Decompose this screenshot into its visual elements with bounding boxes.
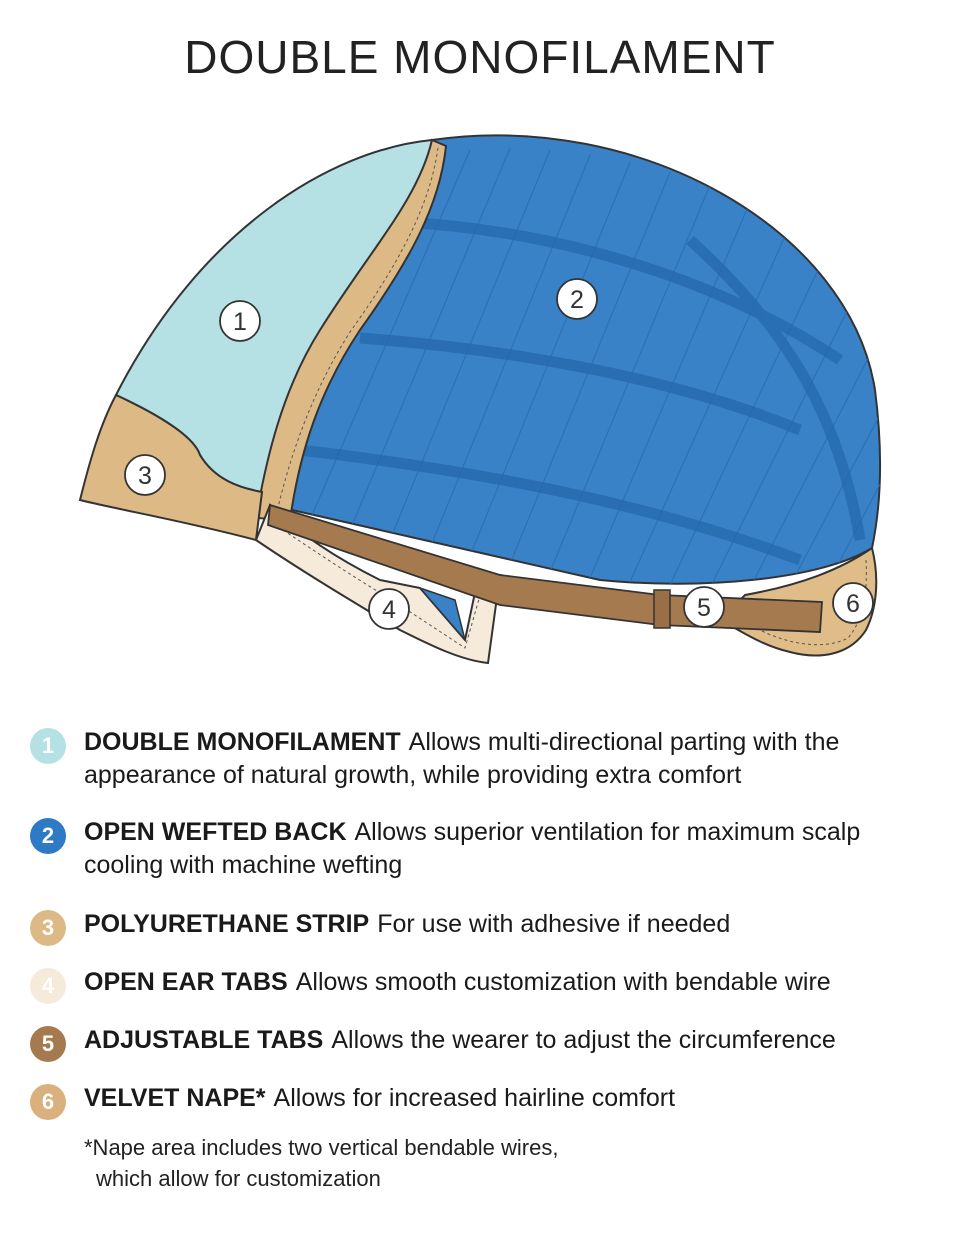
wig-cap-diagram — [0, 110, 960, 680]
svg-text:2: 2 — [570, 286, 584, 314]
footnote-line-1: *Nape area includes two vertical bendable wires, — [84, 1135, 559, 1160]
feature-name: OPEN EAR TABS — [84, 968, 288, 996]
legend-badge: 2 — [30, 818, 66, 854]
feature-description: Allows superior ventilation for maximum scalp cooling with machine wefting — [84, 818, 861, 879]
callout-6 — [833, 583, 873, 623]
svg-text:6: 6 — [846, 590, 860, 618]
legend-badge: 3 — [30, 910, 66, 946]
feature-description: Allows the wearer to adjust the circumference — [331, 1026, 836, 1054]
legend-badge: 5 — [30, 1026, 66, 1062]
callout-4 — [369, 589, 409, 629]
feature-name: OPEN WEFTED BACK — [84, 818, 347, 846]
svg-text:5: 5 — [697, 594, 711, 622]
feature-description: Allows smooth customization with bendable wire — [295, 968, 831, 996]
legend-badge: 1 — [30, 728, 66, 764]
legend-text — [84, 966, 944, 999]
callout-1 — [220, 301, 260, 341]
feature-name: DOUBLE MONOFILAMENT — [84, 728, 401, 756]
legend-badge: 4 — [30, 968, 66, 1004]
svg-text:4: 4 — [382, 596, 396, 624]
feature-description: Allows for increased hairline comfort — [273, 1084, 676, 1112]
footnote-line-2: which allow for customization — [96, 1166, 381, 1191]
svg-text:1: 1 — [233, 308, 247, 336]
legend-text — [84, 1082, 944, 1115]
callout-2 — [557, 279, 597, 319]
legend-text — [84, 908, 944, 941]
feature-name: ADJUSTABLE TABS — [84, 1026, 324, 1054]
legend-badge: 6 — [30, 1084, 66, 1120]
callout-5 — [684, 587, 724, 627]
feature-name: POLYURETHANE STRIP — [84, 910, 370, 938]
strap-buckle — [654, 590, 670, 628]
legend-text — [84, 816, 944, 882]
footnote — [84, 1132, 558, 1194]
legend-text — [84, 726, 944, 792]
feature-name: VELVET NAPE* — [84, 1084, 266, 1112]
callout-3 — [125, 455, 165, 495]
feature-description: For use with adhesive if needed — [377, 910, 731, 938]
svg-text:3: 3 — [138, 462, 152, 490]
legend-text — [84, 1024, 944, 1057]
page-title: DOUBLE MONOFILAMENT — [184, 31, 776, 83]
feature-description: Allows multi-directional parting with the appearance of natural growth, while providing extra comfort — [84, 728, 840, 789]
